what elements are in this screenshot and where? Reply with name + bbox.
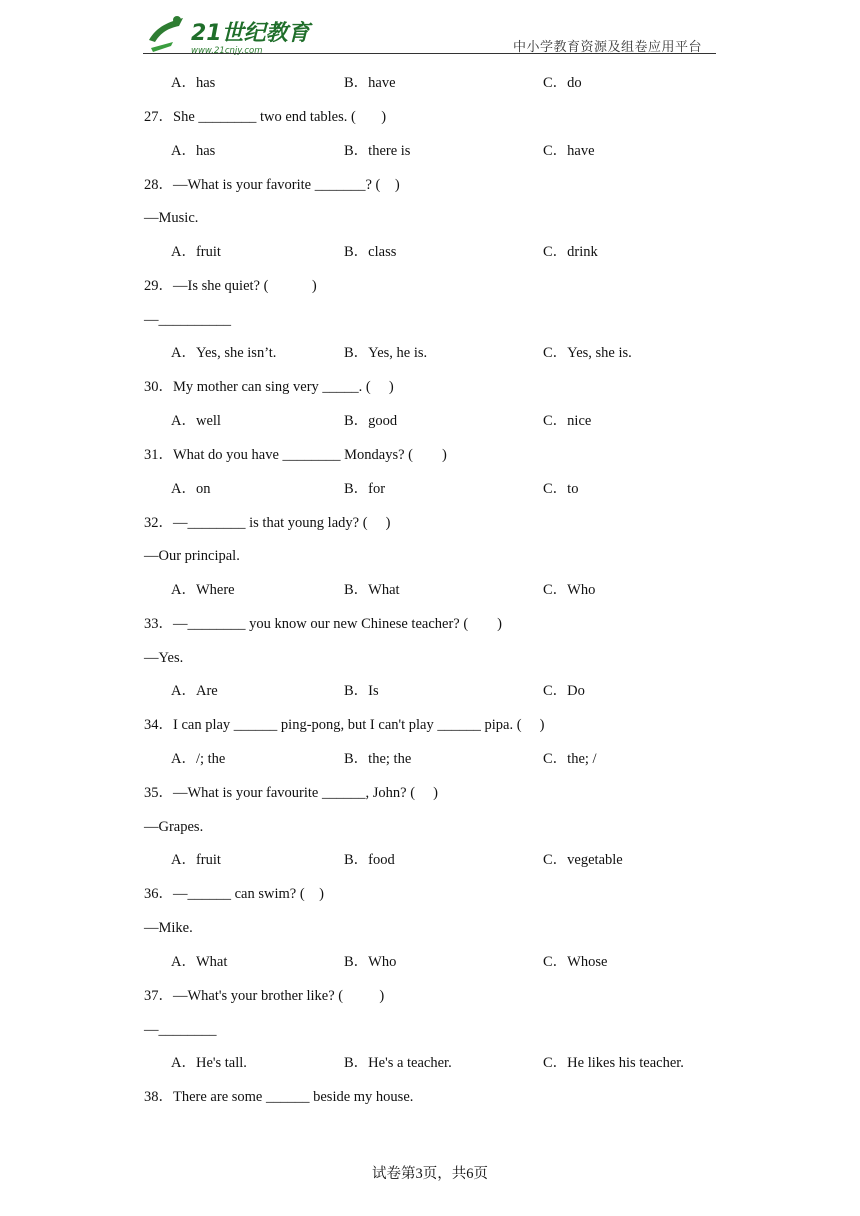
dialogue-line: —Grapes. [144, 819, 204, 835]
question-stem: 33．—________ you know our new Chinese teacher? ( ) [144, 616, 502, 632]
option-b: B．the; the [344, 751, 412, 767]
option-a: A．What [171, 954, 228, 970]
option-a: A．Yes, she isn’t. [171, 345, 277, 361]
option-c: C．Who [543, 582, 596, 598]
option-a: A．well [171, 413, 221, 429]
option-b: B．good [344, 413, 398, 429]
header-rule [143, 53, 716, 54]
logo-url: www.21cnjy.com [191, 46, 263, 56]
option-c: C．nice [543, 413, 592, 429]
option-b: B．for [344, 481, 386, 497]
option-c: C．to [543, 481, 579, 497]
option-a: A．has [171, 75, 216, 91]
logo-text: 21世纪教育 [191, 21, 310, 46]
option-c: C．do [543, 75, 582, 91]
question-stem: 29．—Is she quiet? ( ) [144, 278, 317, 294]
option-a: A．fruit [171, 244, 221, 260]
dialogue-line: —________ [144, 1022, 217, 1038]
question-stem: 27．She ________ two end tables. ( ) [144, 109, 387, 125]
dialogue-line: —Music. [144, 210, 199, 226]
question-stem: 37．—What's your brother like? ( ) [144, 988, 385, 1004]
page-header [143, 8, 716, 56]
option-a: A．Where [171, 582, 235, 598]
option-b: B．have [344, 75, 396, 91]
logo [143, 12, 313, 56]
option-c: C．Yes, she is. [543, 345, 632, 361]
question-stem: 32．—________ is that young lady? ( ) [144, 515, 391, 531]
option-b: B．class [344, 244, 397, 260]
option-c: C．He likes his teacher. [543, 1055, 684, 1071]
question-stem: 35．—What is your favourite ______, John? ( ) [144, 785, 438, 801]
dialogue-line: —Mike. [144, 920, 193, 936]
option-a: A．on [171, 481, 211, 497]
option-b: B．there is [344, 143, 411, 159]
option-c: C．drink [543, 244, 598, 260]
question-stem: 31．What do you have ________ Mondays? ( ) [144, 447, 447, 463]
dialogue-line: —__________ [144, 312, 231, 328]
option-b: B．What [344, 582, 400, 598]
option-c: C．vegetable [543, 852, 623, 868]
platform-name: 中小学教育资源及组卷应用平台 [512, 40, 702, 55]
question-stem: 34．I can play ______ ping-pong, but I can't play ______ pipa. ( ) [144, 717, 545, 733]
option-a: A．has [171, 143, 216, 159]
option-b: B．food [344, 852, 395, 868]
option-c: C．the; / [543, 751, 597, 767]
option-b: B．Is [344, 683, 379, 699]
dialogue-line: —Yes. [144, 650, 184, 666]
option-b: B．Who [344, 954, 397, 970]
page-footer: 试卷第3页，共6页 [372, 1166, 488, 1182]
option-c: C．have [543, 143, 595, 159]
option-a: A．/; the [171, 751, 226, 767]
question-stem: 38．There are some ______ beside my house. [144, 1089, 414, 1105]
question-stem: 36．—______ can swim? ( ) [144, 886, 325, 902]
dialogue-line: —Our principal. [144, 548, 240, 564]
question-stem: 30．My mother can sing very _____. ( ) [144, 379, 394, 395]
option-b: B．He's a teacher. [344, 1055, 452, 1071]
option-a: A．He's tall. [171, 1055, 247, 1071]
option-a: A．Are [171, 683, 218, 699]
question-stem: 28．—What is your favorite _______? ( ) [144, 177, 400, 193]
option-c: C．Do [543, 683, 585, 699]
option-a: A．fruit [171, 852, 221, 868]
option-c: C．Whose [543, 954, 608, 970]
option-b: B．Yes, he is. [344, 345, 428, 361]
